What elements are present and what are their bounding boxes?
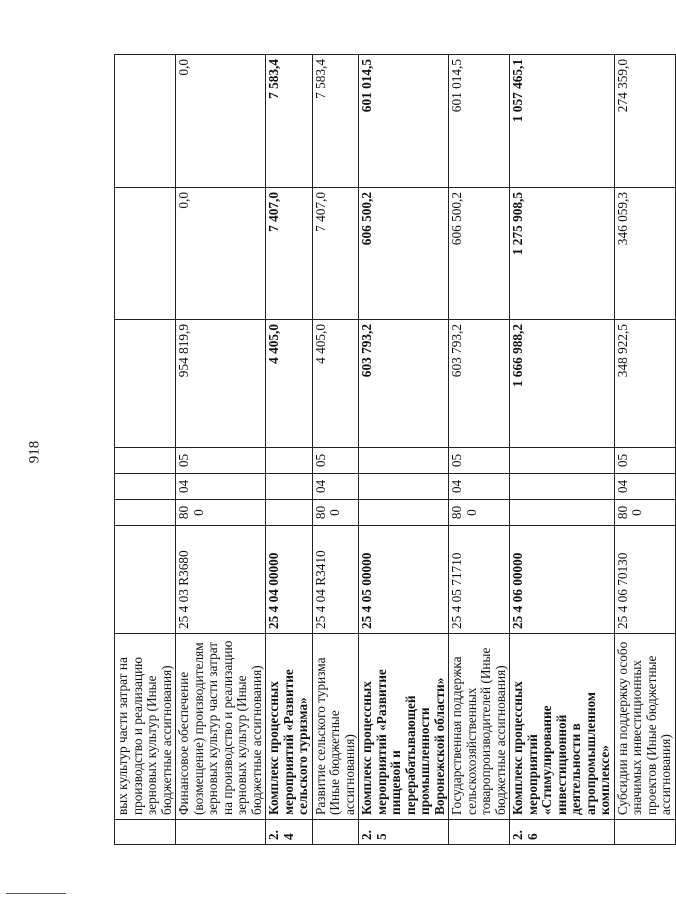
amount-year-2: 346 059,3	[614, 188, 675, 320]
expense-type: 800	[176, 500, 266, 526]
item-name: Финансовое обеспечение (возмещение) производителям зерновых культур части затрат на производство и реализацию зерновых культур (Иные бюджетные ассигнования)	[176, 634, 266, 820]
table-row	[359, 55, 449, 845]
section	[115, 474, 176, 500]
table-row	[266, 55, 313, 845]
item-name: Комплекс процессных мероприятий «Развитие сельского туризма»	[266, 634, 313, 820]
amount-year-1: 603 793,2	[359, 320, 449, 448]
subsection: 05	[449, 448, 510, 474]
amount-year-1: 603 793,2	[449, 320, 510, 448]
budget-table	[114, 54, 676, 845]
row-number: 2.5	[359, 820, 449, 845]
item-name: Субсидии на поддержку особо значимых инвестиционных проектов (Иные бюджетные ассигнования)	[614, 634, 675, 820]
amount-year-3: 601 014,5	[359, 55, 449, 188]
subsection	[510, 448, 615, 474]
amount-year-3: 7 583,4	[266, 55, 313, 188]
target-code: 25 4 06 70130	[614, 526, 675, 634]
amount-year-3: 601 014,5	[449, 55, 510, 188]
expense-type: 800	[312, 500, 359, 526]
amount-year-2: 1 275 908,5	[510, 188, 615, 320]
expense-type	[510, 500, 615, 526]
amount-year-1: 348 922,5	[614, 320, 675, 448]
amount-year-1	[115, 320, 176, 448]
subsection: 05	[312, 448, 359, 474]
subsection: 05	[614, 448, 675, 474]
amount-year-2	[115, 188, 176, 320]
item-name: вых культур части затрат на производство и реализацию зерновых культур (Иные бюджетные ассигнования)	[115, 634, 176, 820]
table-row	[176, 55, 266, 845]
page-number: 918	[26, 440, 43, 464]
subsection	[115, 448, 176, 474]
table-row	[614, 55, 675, 845]
subsection: 05	[176, 448, 266, 474]
amount-year-3: 0,0	[176, 55, 266, 188]
row-number	[312, 820, 359, 845]
section	[266, 474, 313, 500]
expense-type	[115, 500, 176, 526]
amount-year-3: 7 583,4	[312, 55, 359, 188]
amount-year-1: 4 405,0	[312, 320, 359, 448]
target-code: 25 4 05 00000	[359, 526, 449, 634]
target-code: 25 4 03 R3680	[176, 526, 266, 634]
item-name: Развитие сельского туризма (Иные бюджетные ассигнования)	[312, 634, 359, 820]
section: 04	[312, 474, 359, 500]
amount-year-3: 274 359,0	[614, 55, 675, 188]
expense-type: 800	[614, 500, 675, 526]
row-number: 2.4	[266, 820, 313, 845]
amount-year-1: 954 819,9	[176, 320, 266, 448]
target-code: 25 4 06 00000	[510, 526, 615, 634]
item-name: Государственная поддержка сельскохозяйственных товаропроизводителей (Иные бюджетные ассигнования)	[449, 634, 510, 820]
amount-year-2: 0,0	[176, 188, 266, 320]
table-row	[510, 55, 615, 845]
amount-year-3: 1 057 465,1	[510, 55, 615, 188]
row-number	[115, 820, 176, 845]
amount-year-2: 7 407,0	[266, 188, 313, 320]
section: 04	[449, 474, 510, 500]
section: 04	[614, 474, 675, 500]
row-number	[176, 820, 266, 845]
expense-type: 800	[449, 500, 510, 526]
amount-year-2: 7 407,0	[312, 188, 359, 320]
table-row	[312, 55, 359, 845]
item-name: Комплекс процессных мероприятий «Развитие пищевой и перерабатывающей промышленности Воронежской области»	[359, 634, 449, 820]
amount-year-3	[115, 55, 176, 188]
expense-type	[359, 500, 449, 526]
table-row	[115, 55, 176, 845]
amount-year-2: 606 500,2	[449, 188, 510, 320]
amount-year-2: 606 500,2	[359, 188, 449, 320]
section	[359, 474, 449, 500]
target-code: 25 4 05 71710	[449, 526, 510, 634]
row-number	[614, 820, 675, 845]
target-code: 25 4 04 00000	[266, 526, 313, 634]
subsection	[266, 448, 313, 474]
target-code: 25 4 04 R3410	[312, 526, 359, 634]
footer-rule	[6, 893, 66, 894]
rotated-table-wrapper	[114, 55, 673, 845]
section	[510, 474, 615, 500]
amount-year-1: 4 405,0	[266, 320, 313, 448]
amount-year-1: 1 666 988,2	[510, 320, 615, 448]
target-code	[115, 526, 176, 634]
table-row	[449, 55, 510, 845]
subsection	[359, 448, 449, 474]
expense-type	[266, 500, 313, 526]
row-number: 2.6	[510, 820, 615, 845]
item-name: Комплекс процессных мероприятий «Стимулирование инвестиционной деятельности в агропромышленном комплексе»	[510, 634, 615, 820]
section: 04	[176, 474, 266, 500]
row-number	[449, 820, 510, 845]
